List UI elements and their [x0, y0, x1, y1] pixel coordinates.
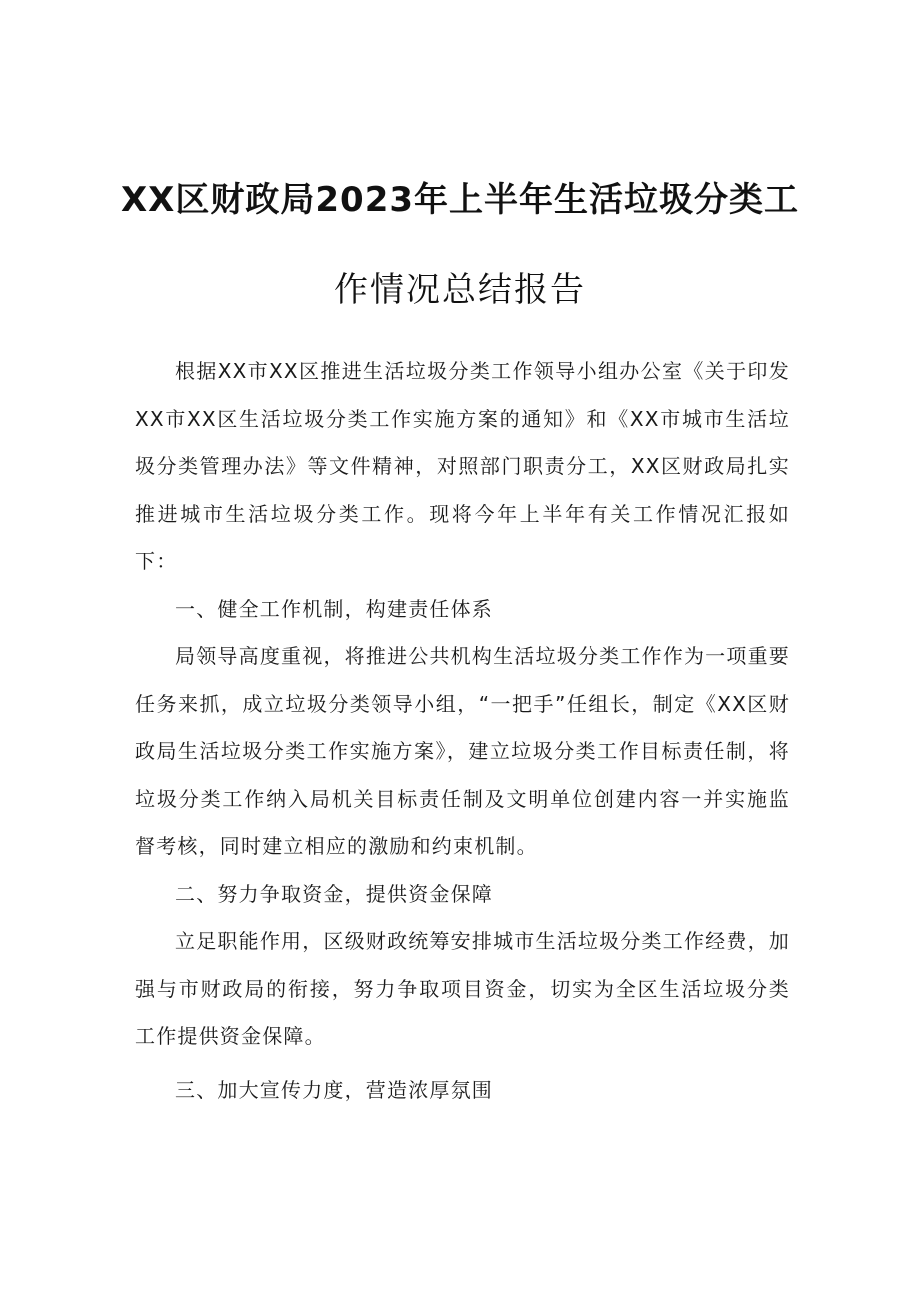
- section-heading-2: 二、努力争取资金，提供资金保障: [175, 881, 493, 906]
- document-title-line-2: 作情况总结报告: [334, 270, 586, 310]
- intro-paragraph: 根据XX市XX区推进生活垃圾分类工作领导小组办公室《关于印发XX市XX区生活垃圾分类工作实施方案的通知》和《XX市城市生活垃圾分类管理办法》等文件精神，对照部门职责分工，XX区财政局扎实推进城市生活垃圾分类工作。现将今年上半年有关工作情况汇报如下：: [135, 359, 790, 573]
- document-body: [135, 348, 790, 1114]
- section-heading-1: 一、健全工作机制，构建责任体系: [175, 596, 493, 621]
- document-title-line-1: XX区财政局2023年上半年生活垃圾分类工: [120, 180, 800, 220]
- section-body-1: 局领导高度重视，将推进公共机构生活垃圾分类工作作为一项重要任务来抓，成立垃圾分类领导小组，“一把手”任组长，制定《XX区财政局生活垃圾分类工作实施方案》，建立垃圾分类工作目标责任制，将垃圾分类工作纳入局机关目标责任制及文明单位创建内容一并实施监督考核，同时建立相应的激励和约束机制。: [135, 644, 790, 858]
- section-heading-3: 三、加大宣传力度，营造浓厚氛围: [175, 1077, 493, 1102]
- section-body-2: 立足职能作用，区级财政统筹安排城市生活垃圾分类工作经费，加强与市财政局的衔接，努力争取项目资金，切实为全区生活垃圾分类工作提供资金保障。: [135, 929, 790, 1048]
